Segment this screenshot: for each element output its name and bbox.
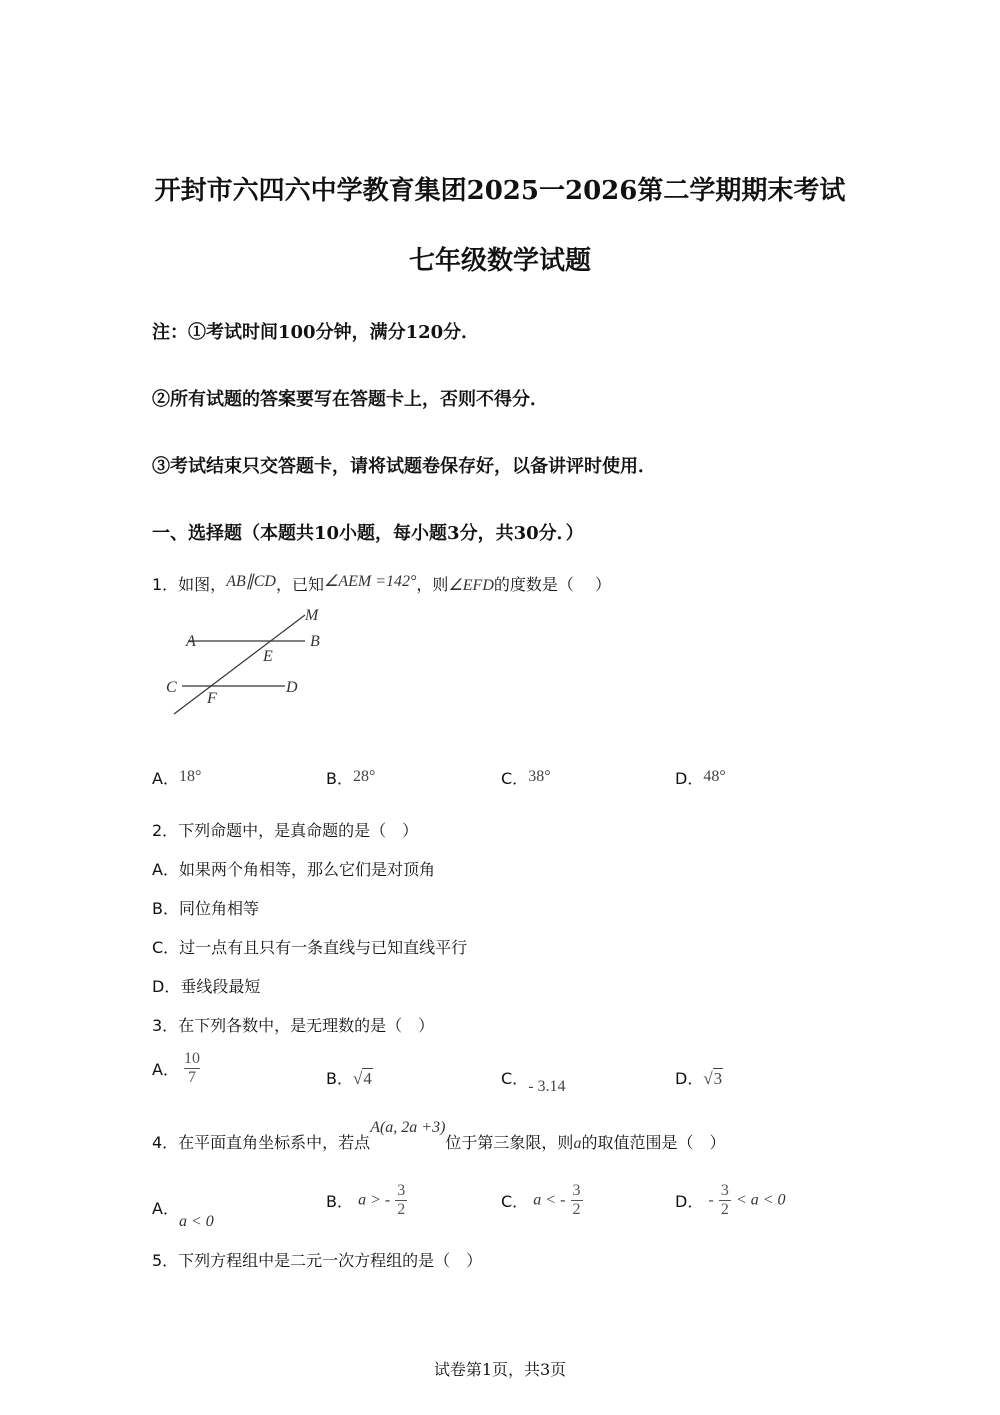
fraction: $\frac{3}{2}$: [397, 1182, 406, 1218]
q3-option-c[interactable]: C．- 3.14: [501, 1069, 566, 1095]
q3-option-b[interactable]: B．√4: [326, 1069, 372, 1088]
q2-option-a[interactable]: A．如果两个角相等，那么它们是对顶角: [152, 860, 435, 879]
question-1-stem: [152, 572, 611, 595]
q2-option-c[interactable]: C．过一点有且只有一条直线与已知直线平行: [152, 938, 468, 957]
q3-option-a[interactable]: A． $\frac{10}{7}$: [152, 1050, 201, 1086]
question-3-stem: 3．在下列各数中，是无理数的是（ ）: [152, 1016, 435, 1035]
q1-suffix: 的度数是（ ）: [493, 575, 611, 594]
q1-mid: ，已知: [275, 575, 324, 594]
fraction: $\frac{3}{2}$: [720, 1182, 729, 1218]
label-b: B: [310, 633, 320, 650]
label-a: A: [186, 633, 196, 650]
label-c: C: [166, 679, 177, 696]
question-2-stem: 2．下列命题中，是真命题的是（ ）: [152, 821, 419, 840]
q1-option-c[interactable]: C．38°: [501, 768, 551, 788]
q3-option-d[interactable]: D．√3: [675, 1069, 723, 1088]
q1-parallel-condition: AB∥CD: [226, 573, 276, 590]
q1-figure: [160, 600, 340, 720]
q1-option-d[interactable]: D．48°: [675, 768, 726, 788]
exam-title: 开封市六四六中学教育集团2025一2026第二学期期末考试: [154, 176, 846, 206]
question-5-stem: 5．下列方程组中是二元一次方程组的是（ ）: [152, 1251, 483, 1270]
note-3: ③考试结束只交答题卡，请将试题卷保存好，以备讲评时使用．: [152, 456, 656, 477]
label-e: E: [263, 648, 273, 665]
q1-mid2: ，则: [416, 575, 449, 594]
square-root: √3: [703, 1069, 723, 1088]
fraction: $\frac{3}{2}$: [572, 1182, 581, 1218]
q1-target-angle: ∠EFD: [448, 577, 494, 594]
label-m: M: [305, 607, 319, 624]
transversal-line: [174, 615, 305, 714]
q1-prefix: 1．如图，: [152, 575, 227, 594]
label-f: F: [207, 690, 217, 707]
label-d: D: [286, 679, 298, 696]
q2-option-d[interactable]: D．垂线段最短: [152, 977, 261, 996]
q1-angle-condition: ∠AEM =142°: [323, 573, 417, 590]
question-4-stem: 4．在平面直角坐标系中，若点A(a, 2a +3)位于第三象限，则a的取值范围是（ ）: [152, 1119, 726, 1152]
q4-point: A(a, 2a +3): [370, 1119, 446, 1136]
q4-option-d[interactable]: D． - $\frac{3}{2}$ < a < 0: [675, 1182, 786, 1218]
note-2: ②所有试题的答案要写在答题卡上，否则不得分．: [152, 389, 548, 410]
q4-option-c[interactable]: C． a < - $\frac{3}{2}$: [501, 1182, 581, 1218]
q1-option-a[interactable]: A．18°: [152, 768, 202, 788]
section-heading: 一、选择题（本题共10小题，每小题3分，共30分．）: [152, 523, 584, 544]
fraction: $\frac{10}{7}$: [184, 1050, 201, 1086]
note-1: 注：①考试时间100分钟，满分120分．: [152, 322, 480, 343]
q1-option-b[interactable]: B．28°: [326, 768, 376, 788]
page-footer: 试卷第1页，共3页: [433, 1360, 567, 1379]
square-root: √4: [352, 1069, 372, 1088]
q4-option-b[interactable]: B． a > - $\frac{3}{2}$: [326, 1182, 406, 1218]
q4-option-a[interactable]: A．a < 0: [152, 1199, 214, 1230]
q2-option-b[interactable]: B．同位角相等: [152, 899, 259, 918]
exam-subtitle: 七年级数学试题: [408, 246, 591, 276]
